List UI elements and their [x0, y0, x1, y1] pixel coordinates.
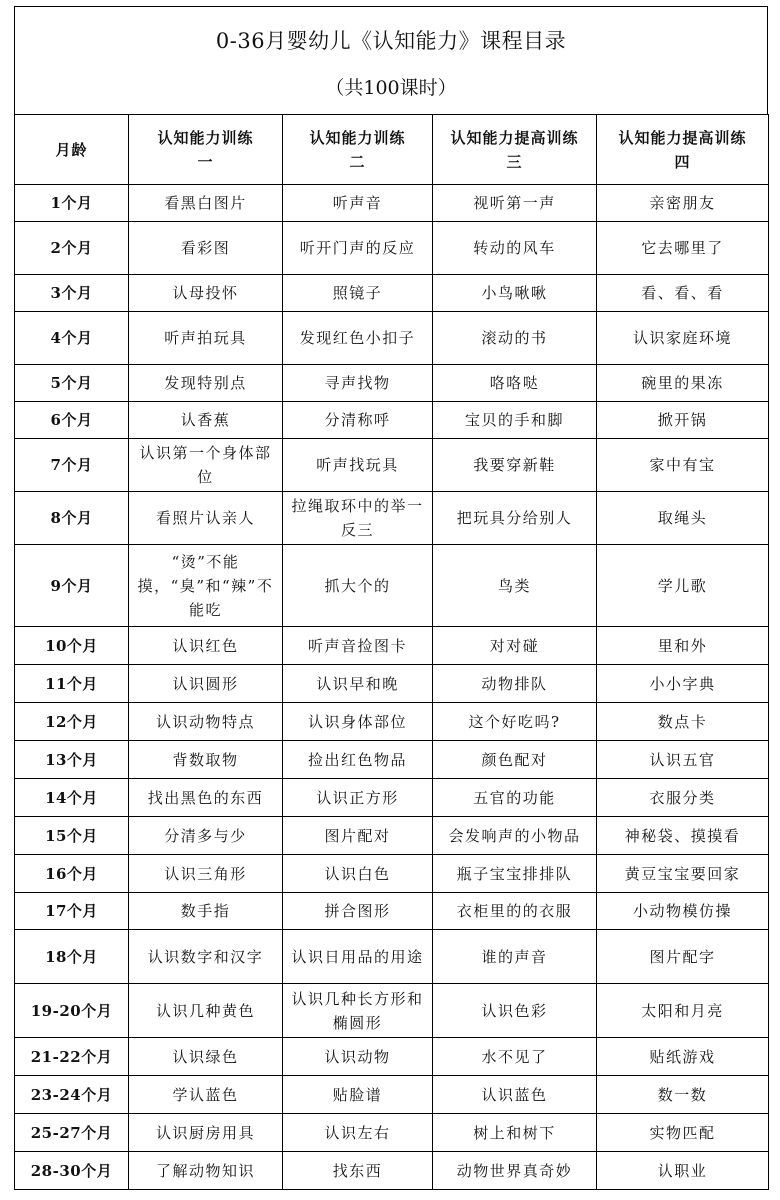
course-table	[14, 114, 769, 1190]
training-1-cell: 认识红色	[129, 627, 283, 665]
training-2-cell: 贴脸谱	[283, 1076, 433, 1114]
training-2-cell: 认识左右	[283, 1114, 433, 1152]
training-3-cell: 转动的风车	[433, 222, 597, 275]
training-3-cell: 滚动的书	[433, 312, 597, 365]
age-cell: 8个月	[15, 492, 129, 545]
training-3-cell: 认识色彩	[433, 984, 597, 1038]
table-row	[15, 222, 769, 275]
age-cell: 19-20个月	[15, 984, 129, 1038]
training-2-cell: 听开门声的反应	[283, 222, 433, 275]
header-row	[15, 115, 769, 185]
age-cell: 10个月	[15, 627, 129, 665]
training-3-cell: 水不见了	[433, 1038, 597, 1076]
training-2-cell: 认识正方形	[283, 779, 433, 817]
table-row	[15, 893, 769, 930]
training-4-cell: 看、看、看	[597, 275, 769, 312]
training-3-cell: 咯咯哒	[433, 365, 597, 402]
header-training-1-line1: 认知能力训练	[157, 128, 254, 147]
training-4-cell: 碗里的果冻	[597, 365, 769, 402]
training-1-cell: 看照片认亲人	[129, 492, 283, 545]
training-4-cell: 学儿歌	[597, 545, 769, 627]
training-4-cell: 小动物模仿操	[597, 893, 769, 930]
training-3-cell: 谁的声音	[433, 930, 597, 984]
header-training-1	[129, 115, 283, 185]
training-2-cell: 拉绳取环中的举一反三	[283, 492, 433, 545]
training-4-cell: 神秘袋、摸摸看	[597, 817, 769, 855]
table-row	[15, 1076, 769, 1114]
header-training-4-line1: 认知能力提高训练	[618, 128, 747, 147]
training-4-cell: 实物匹配	[597, 1114, 769, 1152]
age-cell: 9个月	[15, 545, 129, 627]
training-1-cell: “烫”不能摸，“臭”和“辣”不能吃	[129, 545, 283, 627]
table-row	[15, 665, 769, 703]
header-training-4-line2: 四	[674, 152, 691, 171]
age-cell: 12个月	[15, 703, 129, 741]
training-2-cell: 听声找玩具	[283, 439, 433, 492]
table-row	[15, 930, 769, 984]
training-3-cell: 对对碰	[433, 627, 597, 665]
training-1-cell: 学认蓝色	[129, 1076, 283, 1114]
training-2-cell: 抓大个的	[283, 545, 433, 627]
training-3-cell: 认识蓝色	[433, 1076, 597, 1114]
training-2-cell: 认识日用品的用途	[283, 930, 433, 984]
training-1-cell: 认识第一个身体部位	[129, 439, 283, 492]
table-row	[15, 779, 769, 817]
table-row	[15, 365, 769, 402]
age-cell: 21-22个月	[15, 1038, 129, 1076]
training-2-cell: 认识白色	[283, 855, 433, 893]
training-3-cell: 五官的功能	[433, 779, 597, 817]
training-1-cell: 认识动物特点	[129, 703, 283, 741]
training-3-cell: 视听第一声	[433, 185, 597, 222]
training-3-cell: 宝贝的手和脚	[433, 402, 597, 439]
header-training-2	[283, 115, 433, 185]
age-cell: 7个月	[15, 439, 129, 492]
training-2-cell: 分清称呼	[283, 402, 433, 439]
training-2-cell: 认识身体部位	[283, 703, 433, 741]
training-2-cell: 发现红色小扣子	[283, 312, 433, 365]
header-age: 月龄	[15, 115, 129, 185]
training-3-cell: 衣柜里的的衣服	[433, 893, 597, 930]
training-3-cell: 瓶子宝宝排排队	[433, 855, 597, 893]
header-training-3-line2: 三	[506, 152, 523, 171]
training-4-cell: 亲密朋友	[597, 185, 769, 222]
table-row	[15, 1152, 769, 1190]
training-3-cell: 动物排队	[433, 665, 597, 703]
age-cell: 2个月	[15, 222, 129, 275]
training-2-cell: 照镜子	[283, 275, 433, 312]
age-cell: 18个月	[15, 930, 129, 984]
training-4-cell: 里和外	[597, 627, 769, 665]
training-2-cell: 图片配对	[283, 817, 433, 855]
training-3-cell: 鸟类	[433, 545, 597, 627]
training-1-cell: 看彩图	[129, 222, 283, 275]
training-1-cell: 认识圆形	[129, 665, 283, 703]
age-cell: 14个月	[15, 779, 129, 817]
age-cell: 4个月	[15, 312, 129, 365]
header-training-2-line1: 认知能力训练	[309, 128, 406, 147]
course-catalog-sheet	[14, 6, 768, 1190]
training-1-cell: 找出黑色的东西	[129, 779, 283, 817]
training-4-cell: 衣服分类	[597, 779, 769, 817]
training-4-cell: 掀开锅	[597, 402, 769, 439]
table-row	[15, 627, 769, 665]
page-subtitle: （共100课时）	[325, 77, 457, 99]
training-3-cell: 动物世界真奇妙	[433, 1152, 597, 1190]
table-row	[15, 984, 769, 1038]
training-4-cell: 认职业	[597, 1152, 769, 1190]
table-body	[15, 185, 769, 1190]
training-1-cell: 认香蕉	[129, 402, 283, 439]
age-cell: 5个月	[15, 365, 129, 402]
training-3-cell: 树上和树下	[433, 1114, 597, 1152]
training-3-cell: 我要穿新鞋	[433, 439, 597, 492]
table-row	[15, 492, 769, 545]
table-row	[15, 817, 769, 855]
training-2-cell: 认识几种长方形和椭圆形	[283, 984, 433, 1038]
training-1-cell: 看黑白图片	[129, 185, 283, 222]
training-3-cell: 这个好吃吗?	[433, 703, 597, 741]
table-row	[15, 185, 769, 222]
training-4-cell: 数点卡	[597, 703, 769, 741]
age-cell: 15个月	[15, 817, 129, 855]
table-row	[15, 402, 769, 439]
training-1-cell: 认识绿色	[129, 1038, 283, 1076]
age-cell: 17个月	[15, 893, 129, 930]
header-training-4	[597, 115, 769, 185]
training-4-cell: 太阳和月亮	[597, 984, 769, 1038]
title-box	[14, 6, 768, 114]
table-row	[15, 703, 769, 741]
training-4-cell: 它去哪里了	[597, 222, 769, 275]
age-cell: 6个月	[15, 402, 129, 439]
age-cell: 3个月	[15, 275, 129, 312]
table-row	[15, 741, 769, 779]
training-4-cell: 贴纸游戏	[597, 1038, 769, 1076]
table-row	[15, 545, 769, 627]
header-training-3-line1: 认知能力提高训练	[450, 128, 579, 147]
training-1-cell: 认识厨房用具	[129, 1114, 283, 1152]
age-cell: 13个月	[15, 741, 129, 779]
training-3-cell: 会发响声的小物品	[433, 817, 597, 855]
age-cell: 23-24个月	[15, 1076, 129, 1114]
training-1-cell: 背数取物	[129, 741, 283, 779]
training-1-cell: 认识数字和汉字	[129, 930, 283, 984]
training-2-cell: 听声音捡图卡	[283, 627, 433, 665]
training-2-cell: 寻声找物	[283, 365, 433, 402]
training-1-cell: 了解动物知识	[129, 1152, 283, 1190]
training-4-cell: 数一数	[597, 1076, 769, 1114]
training-4-cell: 认识五官	[597, 741, 769, 779]
training-4-cell: 家中有宝	[597, 439, 769, 492]
header-training-2-line2: 二	[349, 152, 366, 171]
header-training-1-line2: 一	[197, 152, 214, 171]
training-2-cell: 认识早和晚	[283, 665, 433, 703]
table-row	[15, 1114, 769, 1152]
training-1-cell: 认识三角形	[129, 855, 283, 893]
training-1-cell: 发现特别点	[129, 365, 283, 402]
training-1-cell: 听声拍玩具	[129, 312, 283, 365]
age-cell: 11个月	[15, 665, 129, 703]
training-1-cell: 认母投怀	[129, 275, 283, 312]
training-1-cell: 认识几种黄色	[129, 984, 283, 1038]
training-3-cell: 把玩具分给别人	[433, 492, 597, 545]
age-cell: 25-27个月	[15, 1114, 129, 1152]
training-4-cell: 认识家庭环境	[597, 312, 769, 365]
training-4-cell: 图片配字	[597, 930, 769, 984]
training-4-cell: 黄豆宝宝要回家	[597, 855, 769, 893]
training-4-cell: 小小字典	[597, 665, 769, 703]
table-row	[15, 1038, 769, 1076]
training-2-cell: 捡出红色物品	[283, 741, 433, 779]
training-1-cell: 数手指	[129, 893, 283, 930]
age-cell: 16个月	[15, 855, 129, 893]
page-title: 0-36月婴幼儿《认知能力》课程目录	[215, 29, 567, 53]
training-3-cell: 小鸟啾啾	[433, 275, 597, 312]
age-cell: 28-30个月	[15, 1152, 129, 1190]
age-cell: 1个月	[15, 185, 129, 222]
training-2-cell: 认识动物	[283, 1038, 433, 1076]
table-row	[15, 275, 769, 312]
table-row	[15, 855, 769, 893]
table-row	[15, 439, 769, 492]
training-3-cell: 颜色配对	[433, 741, 597, 779]
training-1-cell: 分清多与少	[129, 817, 283, 855]
training-2-cell: 找东西	[283, 1152, 433, 1190]
header-training-3	[433, 115, 597, 185]
training-2-cell: 听声音	[283, 185, 433, 222]
table-row	[15, 312, 769, 365]
training-2-cell: 拼合图形	[283, 893, 433, 930]
training-4-cell: 取绳头	[597, 492, 769, 545]
